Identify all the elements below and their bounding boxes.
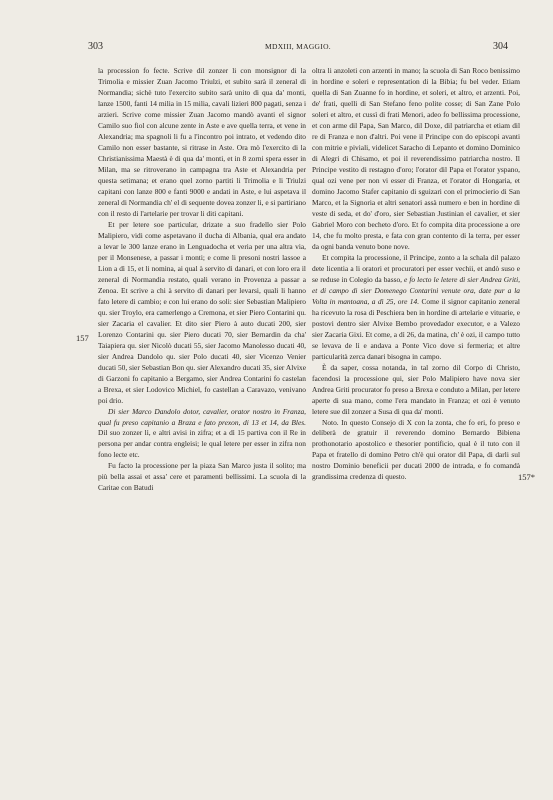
italic-passage: e fo lecto le letere di sier Andrea Griti, et di campo di sier Domenego Contarini venute ora, date pur a la Volta in mantoana, a dì 25, ore 14. [312,274,520,306]
running-title: MDXIII, MAGGIO. [265,42,331,51]
paragraph-text: Come il signor capitanio zeneral ha ricevuto la rosa di Peschiera ben in hordine di artelarie e vituarie, e postovi dentro sier Alvixe Bembo provedador executor, e a Valezo sier Zacaria Gixi. Et come, a dì 26, da matina, ch' è ozi, il campo tutto se levava de lì e andava a Ponte Vico dove si fermeria; et altre particularità zerca danari bisogna in campo. [312,296,520,361]
left-column [98,66,306,766]
running-header [88,40,508,54]
paragraph: È da saper, cossa notanda, in tal zorno dil Corpo di Christo, facendosi la processione qui, sier Polo Malipiero have nova sier Andrea Griti procurator fo preso a Brexa e conduto a Milan, per letere aperte di sua mano, come l'era mandato in Franza; et ozi è venuto letere sue dil zonzer a Susa di qua da' monti. [312,362,520,416]
paragraph: Fu facto la processione per la piaza San Marco justa il solito; ma più bella assai et assa' cere et paramenti bellissimi. La scuola di la Caritae con Batudi [98,461,306,493]
paragraph: Noto. In questo Consejo di X con la zonta, che fo eri, fo preso e delíberà de gratuir il reverendo domino Bernardo Bibiena prothonotario apostolico e thesorier pontificio, qual è il tuto con il Papa et fratello di domino Petro ch'è qui orator dil Papa, di darli sul nostro Dominio beneficii per ducati 2000 de intrada, e fo comandà grandissima credenza di questo. [312,417,520,482]
right-column [312,66,520,766]
paragraph-text: Et compita la processione, il Principe, zonto a la schala dil palazo dete licentia a li oratori et procuratori per esser vechii, et andò suso e se reduse in Colegio da basso, [312,252,520,284]
paragraph: Et per letere soe particular, drizate a suo fradello sier Polo Malipiero, vidi come aspetavano il ducha di Albania, qual era andato a levar le 300 lanze erano in Lenguadocha et veria per una altra via, per il Monsenese, a passar i monti; e come li presoni nostri lassoe a Lion a dì 15, et li nomina, ai qual à servito di danari, et con loro era il zeneral di Normandia restato, quali verano in Provenza a passar a Zenoa. Et scrive a chi à servito di danari per levarsi, quali li hanno fato letere di cambio; e con lui erano do soli: sier Sebastian Malipiero qu. sier Troylo, era camerlengo a Cremona, et sier Piero Contarini qu. sier Zacaria el cavalier. Et dito sier Piero à auto ducati 200, sier Lorenzo Contarini qu. sier Piero ducati 70, sier Bernardin da cha' Taiapiera qu. sier Nicolò ducati 55, sier Jacomo Manolesso ducati 40, sier Andrea Dandolo qu. sier Polo ducati 40, sier Vicenzo Venier ducati 50, sier Sebastian Bon qu. sier Alexandro ducati 35, sier Alvixe di Garzoni fo capitanio a Bergamo, sier Andrea Contarini fo castelan a Brexa, et sier Lodovico Michiel, fo castellan a Caravazo, venivano poi drio. [98,219,306,405]
paragraph: oltra li anzoleti con arzenti in mano; la scuola di San Roco benissimo in hordine e soleri e representation di la Bibia; fu bel veder. Etiam quella di San Zuanne fo in hordine, et soleri, et altro, et arzenti. Poi, de' frati, quelli di San Stefano feno polite cosse; di San Zane Polo soleri et altro, et cussì di frati Menori, adeo fo bellissima processione, et con arme dil Papa, San Marco, dil Doxe, dil patriarcha et etiam dil re di Franza e non d'altri. Poi vene il Principe con do episcopi avanti con mitrie e piviali, videlicet Saracho di Lepanto et domino Dominico di Alegri di Chisamo, et poi il reverendissimo patriarcha nostro. Il Principe vestito di restagno d'oro; l'orator dil Papa et l'orator yspano, qual ozi vene per non vi esser di Franza, et l'orator di Hongaria, et domino Jacomo Stafer capitanio di sguizari con el primocierio di San Marco, et la Signoria et altri senatori assà numero e ben in hordine di veste di seda, et do' d'oro, sier Sebastian Justinian el cavalier, et sier Gabriel Moro con becheto d'oro. Et fo compita dita processione a ore 14, che fu molto presta, e fata con gran contento di la terra, per esser da ogni banda venuto bone nove. [312,66,520,251]
paragraph: la procession fo fecte. Scrive dil zonzer li con monsignor di la Trimolia e missier Zuan Jacomo Triulzi, et subito sarà il zeneral di Normandia; sichè tuto l'exercito subito sarà unito di qua da' monti, lanze 1500, fanti 14 milia in 15 milia, cavali lizieri 800 pagati, senza i arzieri. Scrive come missier Zuan Jacomo mandò avanti el signor Camilo suo fiol con alcune zente in Aste e ave quella terra, et vene in Alexandria; ma spagnoli li fu a l'incontro poi intrato, et vedendo dito Camilo non esser bastante, si ritrase in Aste. Ora mò l'exercito di la Christianissima Maestà è di qua da' monti, et in 8 zorni spera esser in Milan, ma se ritroverano in campagna tra Aste et Alexandria per questa setimana; et erano quel zorno partiti li Trimolia e li Triulzi capitani con lanze 800 e fanti 9000 e andati in Aste, e lui aspetava il zeneral di Normandia ch' el di sequente dovea zonzer li, e si partiriano con il resto di l'artelarie per trovar li diti capitani. [98,66,306,218]
page-number-left: 303 [88,41,103,52]
margin-note-right: 157* [518,472,535,482]
paragraph [98,407,306,462]
page-number-right: 304 [493,41,508,52]
paragraph-text: Dil suo zonzer lì, e altri avisi in zifra; et a dì 15 partiva con il Re in persona per andar contra engleisi; le qual letere per esser in zifra non fono lecte etc. [98,428,306,460]
italic-heading: Di sier Marco Dandolo dotor, cavalier, orator nostro in Franza, qual fu preso capitanio a Braza e fato prexon, di 13 et 14, da Bles. [98,406,306,427]
paragraph [312,253,520,363]
margin-note-left: 157 [76,333,89,343]
